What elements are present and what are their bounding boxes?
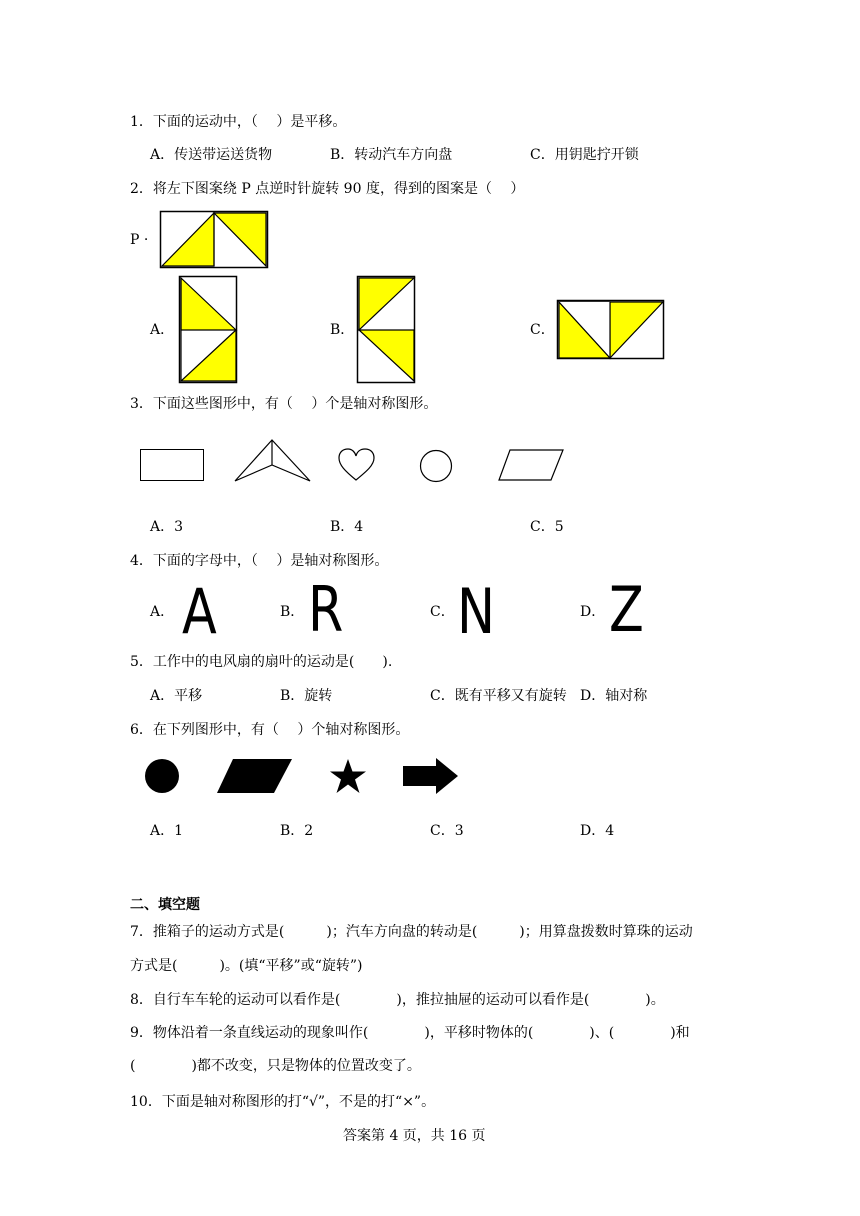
section-title: 二、填空题 <box>130 897 200 913</box>
q1-option-b[interactable]: B．转动汽车方向盘 <box>330 147 453 163</box>
q3-option-b[interactable]: B．4 <box>330 519 364 535</box>
q4-letter-r[interactable]: R <box>308 573 344 646</box>
q4-letter-z[interactable]: Z <box>609 573 644 646</box>
q2-option-a-figure[interactable] <box>179 276 239 386</box>
q3-option-a[interactable]: A．3 <box>150 519 184 535</box>
q4-option-a[interactable]: A． <box>150 604 175 620</box>
q2-option-b-figure[interactable] <box>357 276 417 386</box>
q2-option-c[interactable]: C． <box>530 322 555 338</box>
q3-rectangle-shape <box>140 449 206 483</box>
q3-parallelogram-shape <box>498 449 566 483</box>
q10-text: 10．下面是轴对称图形的打“√”，不是的打“×”。 <box>130 1094 436 1110</box>
q3-circle-shape <box>419 449 455 485</box>
q6-parallelogram-shape <box>216 758 294 794</box>
q4-letter-a[interactable]: A <box>182 575 217 648</box>
q2-option-b[interactable]: B． <box>330 322 355 338</box>
q9-line1: 9．物体沿着一条直线运动的现象叫作( )，平移时物体的( )、( )和 <box>130 1025 690 1041</box>
q6-option-c[interactable]: C．3 <box>430 823 464 839</box>
q4-option-d[interactable]: D． <box>580 604 606 620</box>
q9-line2: ( )都不改变，只是物体的位置改变了。 <box>130 1058 421 1074</box>
q7-line1: 7．推箱子的运动方式是( )；汽车方向盘的转动是( )；用算盘拨数时算珠的运动 <box>130 924 693 940</box>
q6-arrow-shape <box>402 757 460 795</box>
q5-option-c[interactable]: C．既有平移又有旋转 <box>430 688 567 704</box>
q6-circle-shape <box>144 758 180 794</box>
q3-heart-shape <box>337 447 377 483</box>
q2-option-c-figure[interactable] <box>557 300 667 362</box>
q5-option-a[interactable]: A．平移 <box>150 688 203 704</box>
q6-option-d[interactable]: D．4 <box>580 823 615 839</box>
q6-option-a[interactable]: A．1 <box>150 823 184 839</box>
q4-option-c[interactable]: C． <box>430 604 455 620</box>
q5-option-b[interactable]: B．旋转 <box>280 688 333 704</box>
q6-star-shape <box>329 758 367 794</box>
q6-stem: 6．在下列图形中，有（ ）个轴对称图形。 <box>130 722 410 738</box>
q6-option-b[interactable]: B．2 <box>280 823 314 839</box>
q1-option-a[interactable]: A．传送带运送货物 <box>150 147 273 163</box>
q4-stem: 4．下面的字母中，（ ）是轴对称图形。 <box>130 553 389 569</box>
q3-stem: 3．下面这些图形中，有（ ）个是轴对称图形。 <box>130 396 438 412</box>
q5-stem: 5．工作中的电风扇的扇叶的运动是( ). <box>130 654 393 670</box>
q2-point-label: P · <box>130 232 149 248</box>
q1-option-c[interactable]: C．用钥匙拧开锁 <box>530 147 639 163</box>
q4-letter-n[interactable]: N <box>457 575 496 648</box>
q5-option-d[interactable]: D．轴对称 <box>580 688 648 704</box>
q4-option-b[interactable]: B． <box>280 604 305 620</box>
q2-stem: 2．将左下图案绕 P 点逆时针旋转 90 度，得到的图案是（ ） <box>130 181 525 197</box>
q2-original-pattern <box>160 211 270 271</box>
q3-option-c[interactable]: C．5 <box>530 519 564 535</box>
q8-text: 8．自行车车轮的运动可以看作是( )，推拉抽屉的运动可以看作是( )。 <box>130 992 665 1008</box>
q7-line2: 方式是( )。(填“平移”或“旋转”) <box>130 958 363 974</box>
q2-option-a[interactable]: A． <box>150 322 175 338</box>
page-footer: 答案第 4 页，共 16 页 <box>343 1128 486 1144</box>
q3-dart-shape <box>233 438 313 484</box>
q1-stem: 1．下面的运动中，（ ）是平移。 <box>130 114 347 130</box>
